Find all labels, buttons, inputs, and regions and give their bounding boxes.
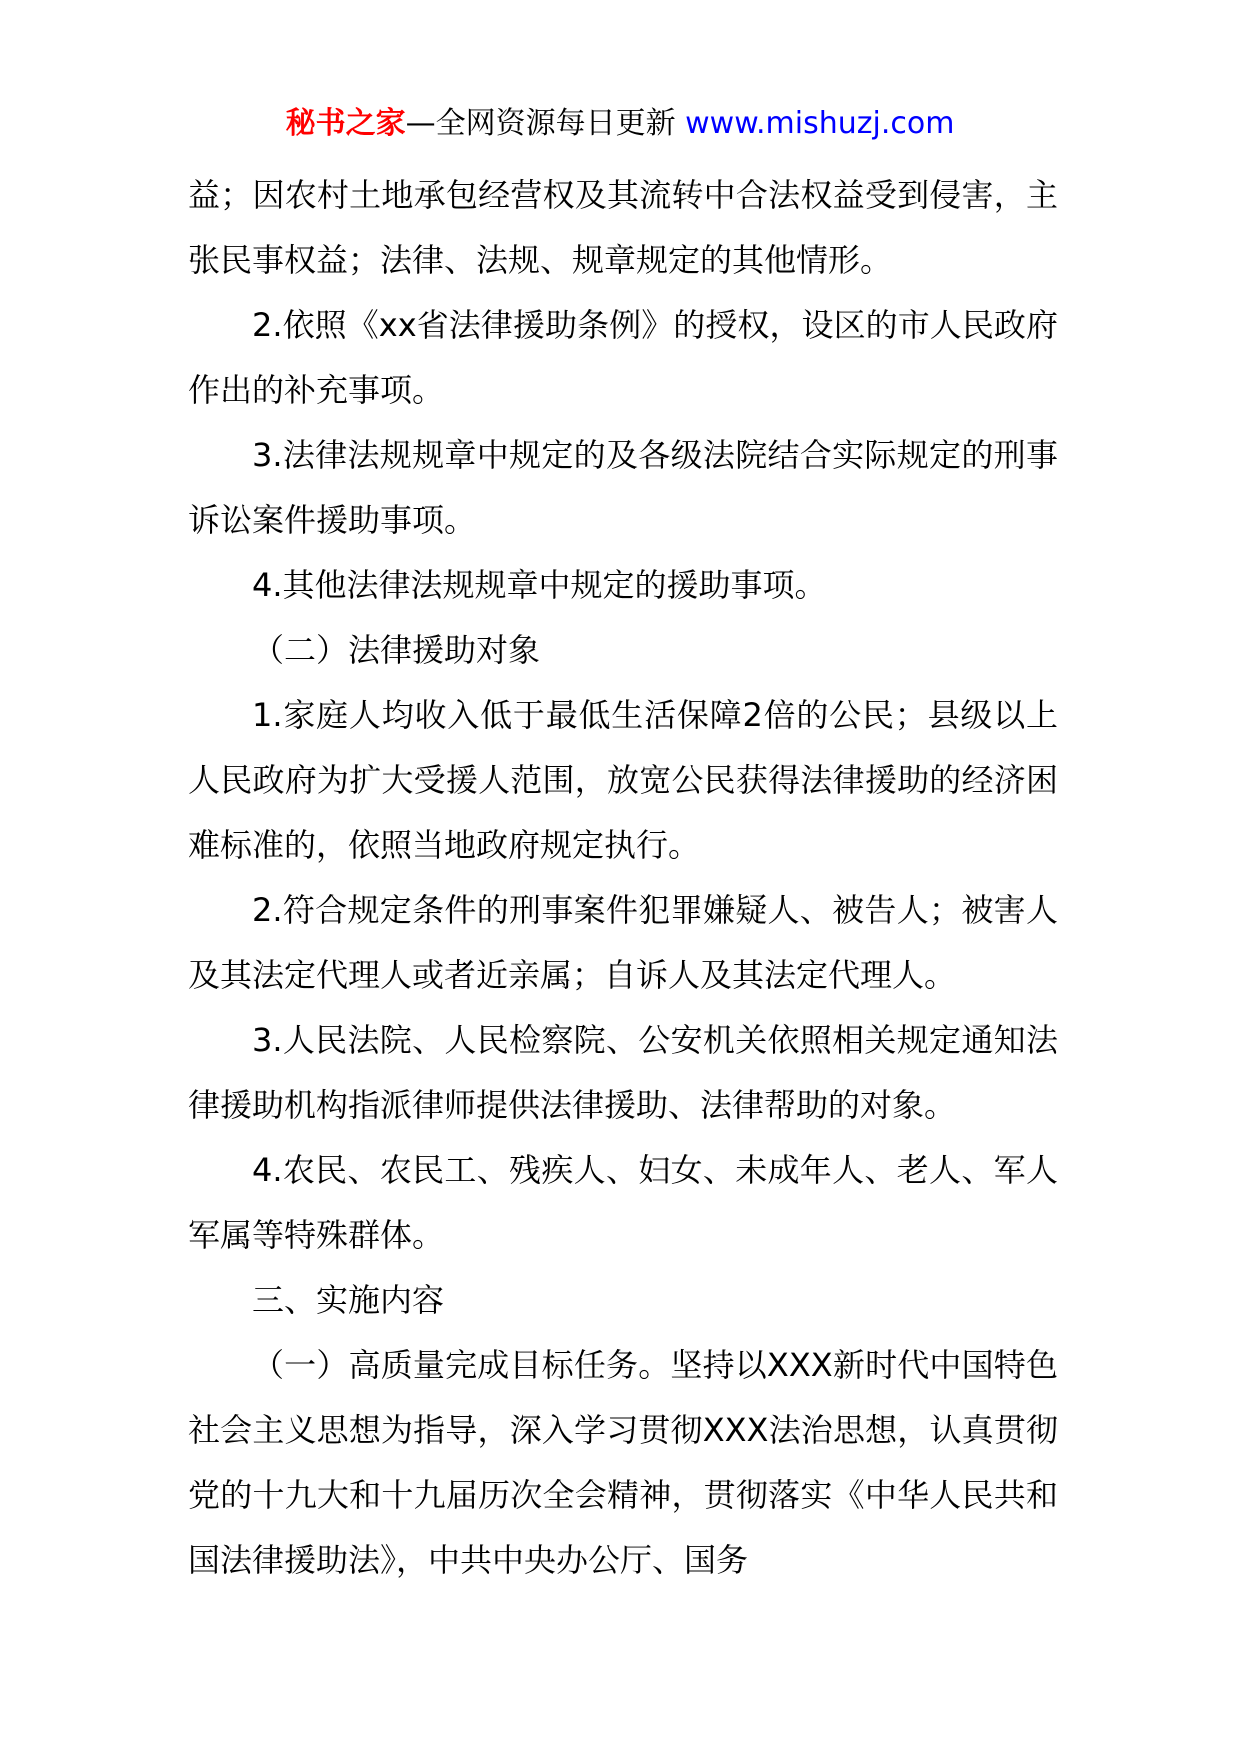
list-item-4: 4.其他法律法规规章中规定的援助事项。	[252, 566, 827, 604]
recipient-item-3: 3.人民法院、人民检察院、公安机关依照相关规定通知法律援助机构指派律师提供法律援助、法律帮助的对象。	[188, 1021, 1058, 1124]
paragraph-continuation: 益；因农村土地承包经营权及其流转中合法权益受到侵害，主张民事权益；法律、法规、规章规定的其他情形。	[188, 176, 1058, 279]
brand-name: 秘书之家	[285, 106, 406, 141]
section-heading-implementation: 三、实施内容	[252, 1281, 445, 1319]
list-item-2: 2.依照《xx省法律援助条例》的授权，设区的市人民政府作出的补充事项。	[188, 306, 1058, 409]
document-body	[188, 163, 1058, 1593]
page-header	[0, 104, 1240, 144]
site-link[interactable]: www.mishuzj.com	[685, 106, 955, 141]
section-heading-legal-aid-recipients: （二）法律援助对象	[252, 631, 541, 669]
recipient-item-4: 4.农民、农民工、残疾人、妇女、未成年人、老人、军人军属等特殊群体。	[188, 1151, 1058, 1254]
list-item-3: 3.法律法规规章中规定的及各级法院结合实际规定的刑事诉讼案件援助事项。	[188, 436, 1058, 539]
implementation-paragraph-1: （一）高质量完成目标任务。坚持以XXX新时代中国特色社会主义思想为指导，深入学习贯彻XXX法治思想，认真贯彻党的十九大和十九届历次全会精神，贯彻落实《中华人民共和国法律援助法》，中共中央办公厅、国务	[188, 1346, 1058, 1579]
header-tagline: —全网资源每日更新	[405, 106, 686, 141]
recipient-item-1: 1.家庭人均收入低于最低生活保障2倍的公民；县级以上人民政府为扩大受援人范围，放宽公民获得法律援助的经济困难标准的，依照当地政府规定执行。	[188, 696, 1058, 864]
recipient-item-2: 2.符合规定条件的刑事案件犯罪嫌疑人、被告人；被害人及其法定代理人或者近亲属；自诉人及其法定代理人。	[188, 891, 1058, 994]
